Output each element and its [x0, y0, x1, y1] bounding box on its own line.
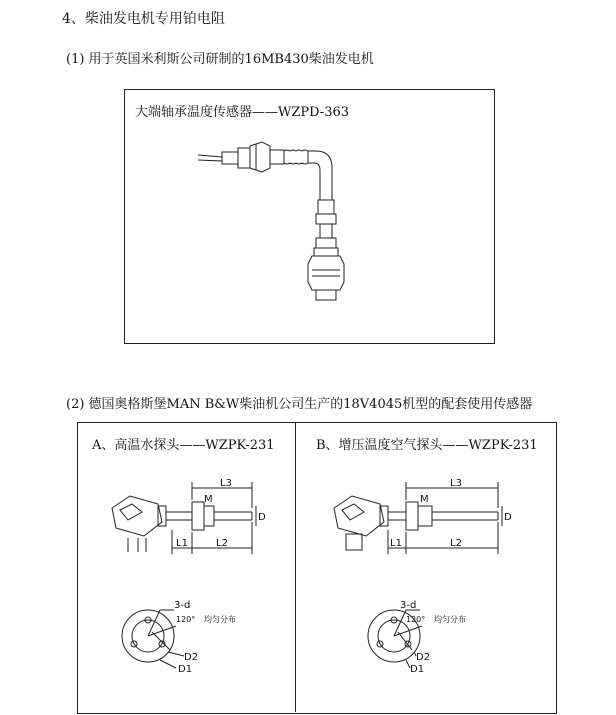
- section1-caption: (1) 用于英国米利斯公司研制的16MB430柴油发电机: [66, 52, 374, 67]
- panel-b-title: B、增压温度空气探头——WZPK-231: [316, 438, 538, 453]
- panel-a-l3: L3: [220, 478, 232, 489]
- panel-a-m: M: [204, 494, 213, 505]
- panel-a-holes: 3-d: [174, 600, 191, 611]
- section-heading: 4、柴油发电机专用铂电阻: [62, 11, 225, 27]
- panel-a-l1: L1: [176, 538, 188, 549]
- panel-b-m: M: [420, 494, 429, 505]
- panel-a-angle: 120°: [176, 615, 196, 624]
- panel-b-drawing: [306, 460, 522, 700]
- panel-b-d1: D1: [410, 664, 425, 675]
- figure1-title: 大端轴承温度传感器——WZPD-363: [135, 105, 350, 120]
- panel-a-d: D: [258, 512, 266, 523]
- panel-b-angle: 120°: [406, 615, 426, 624]
- panel-a-l2: L2: [216, 538, 228, 549]
- panel-a-drawing: [80, 460, 296, 700]
- panel-a-d2: D2: [184, 652, 199, 663]
- panel-b-l3: L3: [450, 478, 462, 489]
- panel-b-dist: 均匀分布: [434, 615, 466, 624]
- panel-b-l1: L1: [390, 538, 402, 549]
- panel-a-d1: D1: [178, 664, 193, 675]
- panel-a-title: A、高温水探头——WZPK-231: [92, 438, 275, 453]
- panel-a-dist: 均匀分布: [204, 615, 236, 624]
- panel-b-holes: 3-d: [400, 600, 417, 611]
- panel-b-d: D: [504, 512, 512, 523]
- section2-caption: (2) 德国奥格斯堡MAN B&W柴油机公司生产的18V4045机型的配套使用传感器: [66, 397, 533, 412]
- panel-b-d2: D2: [416, 652, 431, 663]
- panel-b-l2: L2: [450, 538, 462, 549]
